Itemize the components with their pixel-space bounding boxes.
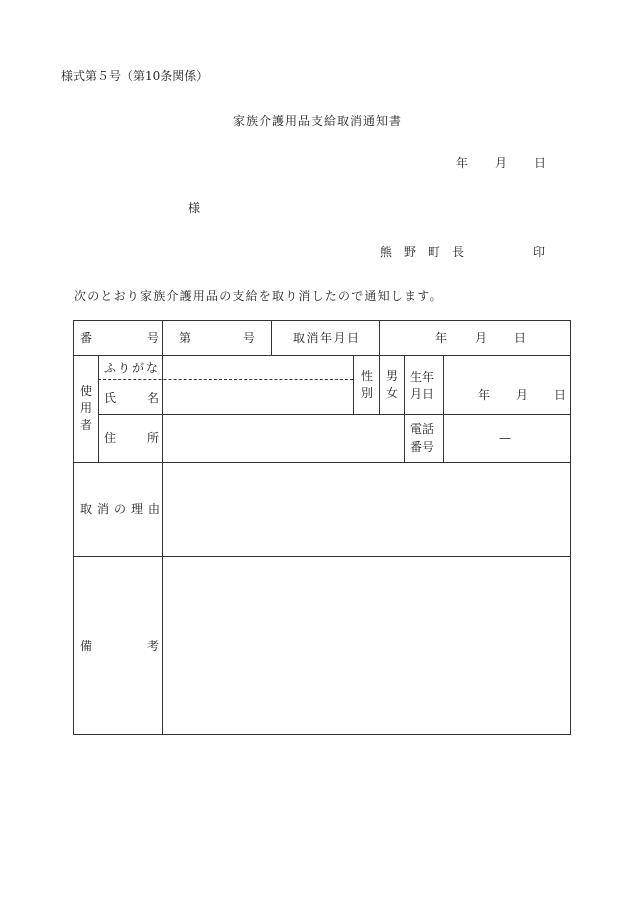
phone-separator: — <box>499 431 511 445</box>
number-value-b: 号 <box>243 331 256 345</box>
table-line <box>404 355 405 462</box>
table-line <box>73 320 570 321</box>
furigana-label: ふりがな <box>104 361 161 375</box>
phone-label-2: 番号 <box>410 440 435 454</box>
table-line <box>379 320 380 414</box>
gender-options[interactable]: 男女 <box>385 369 398 400</box>
number-value-a: 第 <box>179 331 192 345</box>
table-line <box>353 355 354 414</box>
table-line <box>73 462 570 463</box>
seal-mark: 印 <box>533 245 546 259</box>
date-month: 月 <box>495 156 508 170</box>
phone-label-1: 電話 <box>410 422 435 436</box>
page-title: 家族介護用品支給取消通知書 <box>233 114 403 128</box>
table-line <box>73 355 570 356</box>
number-label-a: 番 <box>80 331 93 345</box>
table-dashed-line <box>98 379 353 380</box>
table-line <box>98 414 570 415</box>
cancel-date-day: 日 <box>514 331 527 345</box>
table-line <box>73 556 570 557</box>
birthdate-label-1: 生年 <box>410 370 435 384</box>
cancel-date-year: 年 <box>435 331 448 345</box>
number-label-b: 号 <box>147 331 160 345</box>
table-line <box>443 355 444 462</box>
address-label-b: 所 <box>147 431 160 445</box>
date-day: 日 <box>534 156 547 170</box>
birthdate-label-2: 月日 <box>410 387 435 401</box>
table-line <box>98 355 99 462</box>
issuer-name: 熊 野 町 長 <box>380 245 465 259</box>
reason-label: 取消の理由 <box>80 502 166 516</box>
table-line <box>73 320 74 734</box>
remarks-label-b: 考 <box>147 639 160 653</box>
birthdate-year: 年 <box>478 388 491 402</box>
cancel-date-month: 月 <box>475 331 488 345</box>
form-number: 様式第５号（第10条関係） <box>61 69 209 83</box>
name-label-a: 氏 <box>104 391 117 405</box>
date-year: 年 <box>456 156 469 170</box>
name-label-b: 名 <box>147 391 160 405</box>
remarks-label-a: 備 <box>80 639 93 653</box>
table-line <box>73 734 571 735</box>
recipient-suffix: 様 <box>188 201 201 215</box>
table-line <box>162 320 163 734</box>
birthdate-day: 日 <box>554 388 567 402</box>
address-label-a: 住 <box>104 431 117 445</box>
user-label: 使用者 <box>79 384 92 432</box>
cancel-date-label: 取消年月日 <box>293 331 361 345</box>
table-line <box>271 320 272 355</box>
intro-text: 次のとおり家族介護用品の支給を取り消したので通知します。 <box>74 289 443 303</box>
gender-label: 性別 <box>360 369 373 400</box>
table-line <box>570 320 571 734</box>
birthdate-month: 月 <box>516 388 529 402</box>
